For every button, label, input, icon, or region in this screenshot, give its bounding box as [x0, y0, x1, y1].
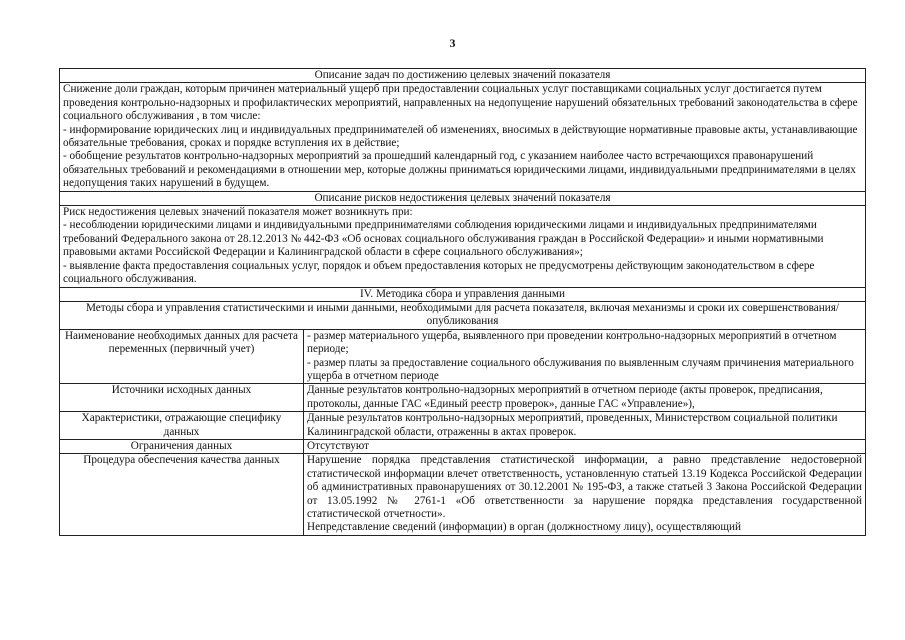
row-value-line: - размер платы за предоставление социального обслуживания по выявленным случаям причинения материального ущерба в отчетном периоде [307, 356, 854, 382]
indicator-table [59, 68, 866, 536]
row-label-quality: Процедура обеспечения качества данных [60, 454, 304, 535]
tasks-body [60, 83, 866, 191]
risks-paragraph: - несоблюдении юридическими лицами и индивидуальными предпринимателями соблюдения юридическими лицами и индивидуальных предпринимателями требований Федерального закона от 28.12.2013 № 442-ФЗ «Об основах социального обслуживания граждан в Российской Федерации» и иными нормативными правовыми актами Российской Федерации и Калининградской области в сфере социального обслуживания»; [63, 219, 824, 259]
risks-body [60, 206, 866, 287]
risks-header: Описание рисков недостижения целевых значений показателя [60, 191, 866, 205]
section-iv-title: IV. Методика сбора и управления данными [60, 287, 866, 301]
row-value-line: Непредставление сведений (информации) в орган (должностному лицу), осуществляющий [307, 521, 741, 534]
row-value-line: - размер материального ущерба, выявленного при проведении контрольно-надзорных мероприятий в отчетном периоде; [307, 329, 837, 356]
row-value-sources [304, 384, 866, 412]
row-value-quality [304, 454, 866, 535]
row-value-characteristics [304, 412, 866, 440]
risks-paragraph: Риск недостижения целевых значений показателя может возникнуть при: [63, 206, 413, 219]
row-label-sources: Источники исходных данных [60, 384, 304, 412]
row-value-line: Отсутствуют [307, 439, 369, 452]
row-value-line: Данные результатов контрольно-надзорных мероприятий, проведенных, Министерством социальной политики Калининградской области, отраженны в актах проверок. [307, 412, 838, 438]
row-value-line: Нарушение порядка представления статистической информации, а равно представление недостоверной статистической информации влечет ответственность, установленную статьей 13.19 Кодекса Российской Федерации об административных правонарушениях от 30.12.2001 № 195-ФЗ, а также статьей 3 Закона Российской Федерации от 13.05.1992 № 2761-1 «Об ответственности за нарушение порядка представления государственной статистической отчетности». [307, 454, 863, 520]
row-value-required-data [304, 329, 866, 384]
tasks-paragraph: - обобщение результатов контрольно-надзорных мероприятий за прошедший календарный год, с указанием наиболее часто встречающихся правонарушений обязательных требований и рекомендациями в отношении мер, которые должны приниматься юридическими лицами, индивидуальными предпринимателями в целях недопущения таких нарушений в будущем. [63, 150, 856, 190]
tasks-paragraph: - информирование юридических лиц и индивидуальных предпринимателей об изменениях, вносимых в действующие нормативные правовые акты, устанавливающие обязательные требования, сроках и порядке вступления их в действие; [63, 123, 858, 150]
row-label-limitations: Ограничения данных [60, 439, 304, 453]
section-iv-subtitle: Методы сбора и управления статистическими и иными данными, необходимыми для расчета показателя, включая механизмы и сроки их совершенствования/опубликования [60, 301, 866, 329]
tasks-paragraph: Снижение доли граждан, которым причинен материальный ущерб при предоставлении социальных услуг поставщиками социальных услуг достигается путем проведения контрольно-надзорных и профилактических мероприятий, направленных на недопущение нарушений обязательных требований законодательства в сфере социального обслуживания , в том числе: [63, 83, 858, 123]
page-number: 3 [449, 36, 456, 50]
row-label-required-data: Наименование необходимых данных для расчета переменных (первичный учет) [60, 329, 304, 384]
risks-paragraph: - выявление факта предоставления социальных услуг, порядок и объем предоставления которых не предусмотрены действующим законодательством в сфере социального обслуживания. [63, 259, 815, 286]
row-value-limitations [304, 439, 866, 453]
row-label-characteristics: Характеристики, отражающие специфику данных [60, 412, 304, 440]
tasks-header: Описание задач по достижению целевых значений показателя [60, 69, 866, 83]
row-value-line: Данные результатов контрольно-надзорных мероприятий в отчетном периоде (акты проверок, предписания, протоколы, данные ГАС «Единый реестр проверок», данные ГАС «Управление»), [307, 384, 823, 410]
